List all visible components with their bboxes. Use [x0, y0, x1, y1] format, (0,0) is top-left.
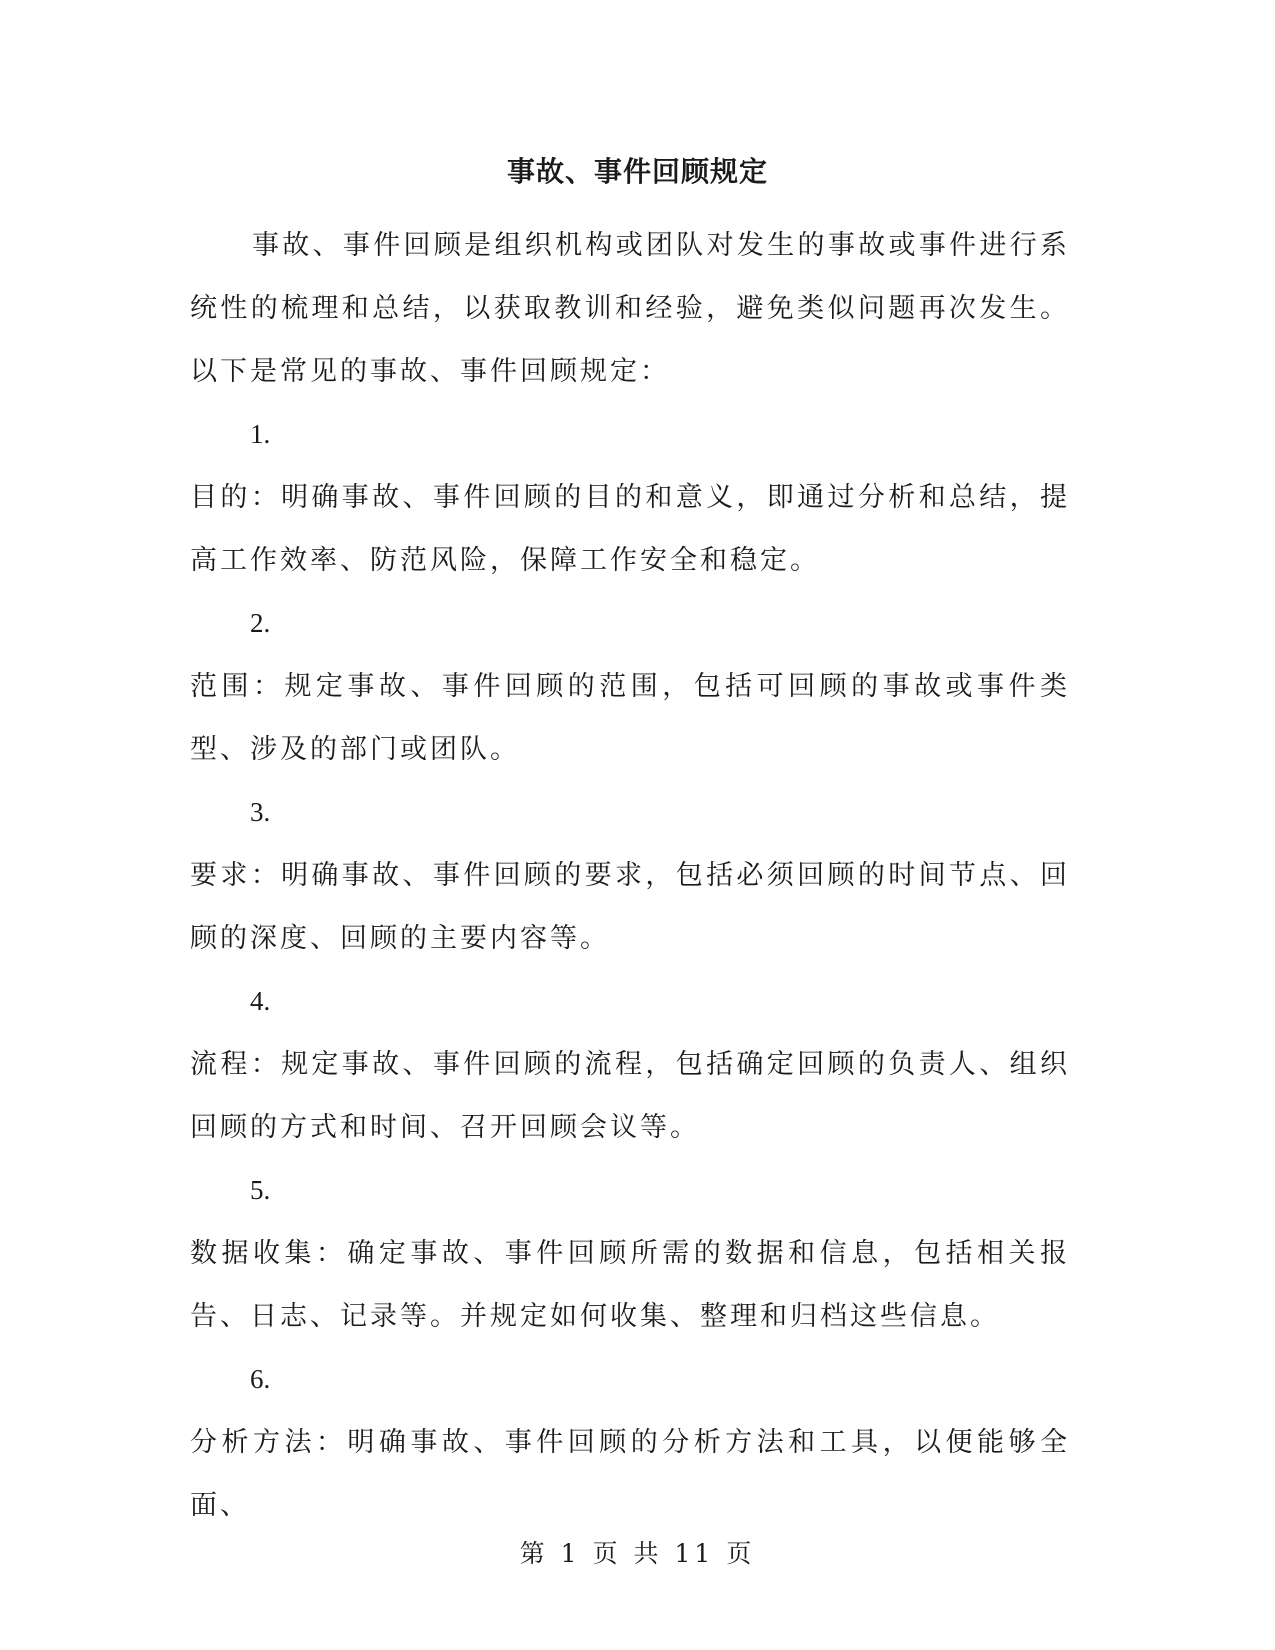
footer-prefix: 第: [519, 1539, 549, 1568]
section-text: 要求：明确事故、事件回顾的要求，包括必须回顾的时间节点、回顾的深度、回顾的主要内容等。: [190, 860, 1070, 954]
section-number: 5.: [250, 1175, 271, 1205]
section-text: 分析方法：明确事故、事件回顾的分析方法和工具，以便能够全面、: [190, 1427, 1070, 1521]
footer-middle: 页 共: [592, 1539, 663, 1568]
document-title: 事故、事件回顾规定: [506, 155, 768, 188]
section-text: 数据收集：确定事故、事件回顾所需的数据和信息，包括相关报告、日志、记录等。并规定如何收集、整理和归档这些信息。: [190, 1238, 1070, 1332]
section-text: 范围：规定事故、事件回顾的范围，包括可回顾的事故或事件类型、涉及的部门或团队。: [190, 671, 1070, 765]
footer-total-pages: 11: [674, 1539, 715, 1568]
section-number: 3.: [250, 797, 271, 827]
section-number: 2.: [250, 608, 271, 638]
section-number: 1.: [250, 419, 271, 449]
section-text: 目的：明确事故、事件回顾的目的和意义，即通过分析和总结，提高工作效率、防范风险，保障工作安全和稳定。: [190, 482, 1070, 576]
document-body: [190, 214, 1070, 1537]
section-text: 流程：规定事故、事件回顾的流程，包括确定回顾的负责人、组织回顾的方式和时间、召开回顾会议等。: [190, 1049, 1070, 1143]
intro-paragraph: 事故、事件回顾是组织机构或团队对发生的事故或事件进行系统性的梳理和总结，以获取教训和经验，避免类似问题再次发生。以下是常见的事故、事件回顾规定：: [190, 230, 1070, 387]
page-footer: [0, 1538, 1275, 1570]
section-number: 6.: [250, 1364, 271, 1394]
footer-suffix: 页: [726, 1539, 756, 1568]
section-number: 4.: [250, 986, 271, 1016]
footer-page-number: 1: [560, 1539, 581, 1568]
